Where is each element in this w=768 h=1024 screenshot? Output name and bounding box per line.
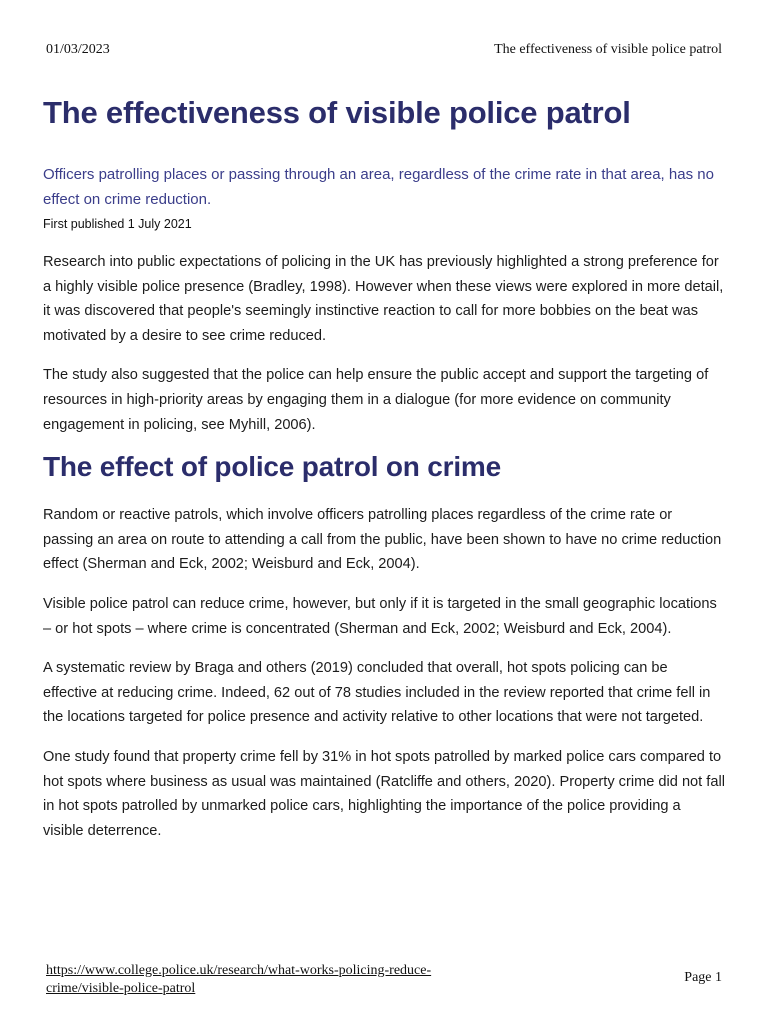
page-title: The effectiveness of visible police patrol [43, 95, 631, 130]
paragraph: One study found that property crime fell by 31% in hot spots patrolled by marked police cars compared to hot spots where business as usual was maintained (Ratcliffe and others, 2020). Property crime did not fall in hot spots patrolled by unmarked police cars, highlighting the importance of the police providing a visible deterrence. [43, 748, 725, 839]
paragraph: Research into public expectations of policing in the UK has previously highlighted a strong preference for a highly visible police presence (Bradley, 1998). However when these views were explored in more detail, it was discovered that people's seemingly instinctive reaction to call for more bobbies on the beat was motivated by a desire to see crime reduced. [43, 254, 724, 344]
section-heading: The effect of police patrol on crime [43, 451, 501, 483]
print-footer [46, 962, 722, 998]
publish-date: First published 1 July 2021 [43, 217, 192, 231]
print-date: 01/03/2023 [46, 42, 110, 57]
article [43, 94, 725, 843]
paragraph: A systematic review by Braga and others (2019) concluded that overall, hot spots policing can be effective at reducing crime. Indeed, 62 out of 78 studies included in the review reported that crime fell in the locations targeted for police presence and activity relative to other locations that were not targeted. [43, 660, 711, 726]
paragraph: Visible police patrol can reduce crime, however, but only if it is targeted in the small geographic locations – or hot spots – where crime is concentrated (Sherman and Eck, 2002; Weisburd and Eck, 2004). [43, 595, 717, 637]
paragraph: The study also suggested that the police can help ensure the public accept and support the targeting of resources in high-priority areas by engaging them in a dialogue (for more evidence on community engagement in policing, see Myhill, 2006). [43, 367, 709, 433]
print-header [46, 42, 722, 58]
paragraph: Random or reactive patrols, which involve officers patrolling places regardless of the crime rate or passing an area on route to attending a call from the public, have been shown to have no crime reduction effect (Sherman and Eck, 2002; Weisburd and Eck, 2004). [43, 507, 722, 573]
running-title: The effectiveness of visible police patrol [494, 42, 722, 57]
source-url-link[interactable]: https://www.college.police.uk/research/what-works-policing-reduce-crime/visible-police-patrol [46, 963, 432, 996]
article-summary: Officers patrolling places or passing through an area, regardless of the crime rate in that area, has no effect on crime reduction. [43, 166, 714, 208]
page-number: Page 1 [684, 970, 722, 985]
